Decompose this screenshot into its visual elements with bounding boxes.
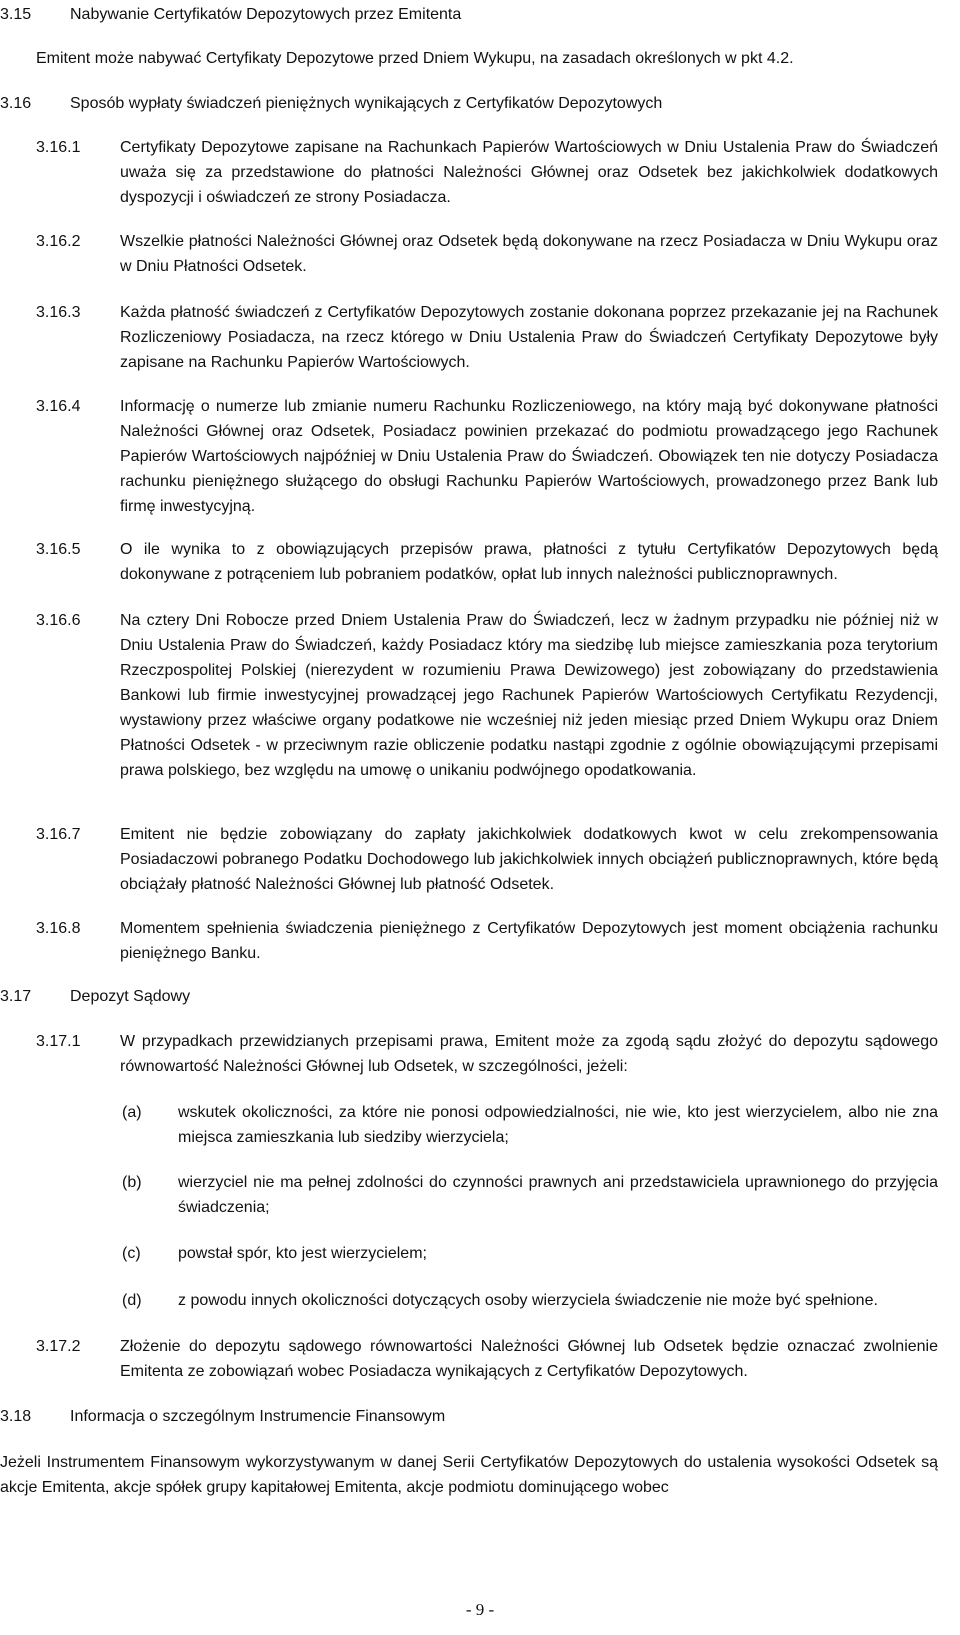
clause-number: 3.16.4 [36, 398, 81, 415]
clause-number: 3.16.6 [36, 612, 81, 629]
section-3-18-paragraph: Jeżeli Instrumentem Finansowym wykorzystywanym w danej Serii Certyfikatów Depozytowych do ustalenia wysokości Odsetek są akcje Emitenta, akcje spółek grupy kapitałowej Emitenta, akcje podmiotu dominującego wobec [0, 1454, 938, 1496]
section-title: Nabywanie Certyfikatów Depozytowych przez Emitenta [70, 6, 462, 23]
section-title: Depozyt Sądowy [70, 988, 191, 1005]
clause-3-16-2 [36, 229, 938, 279]
section-title: Sposób wypłaty świadczeń pieniężnych wynikających z Certyfikatów Depozytowych [70, 95, 663, 112]
item-text: wskutek okoliczności, za które nie ponosi odpowiedzialności, nie wie, kto jest wierzycielem, albo nie zna miejsca zamieszkania lub siedziby wierzyciela; [178, 1104, 938, 1146]
clause-number: 3.17.1 [36, 1033, 81, 1050]
section-number: 3.15 [0, 6, 32, 23]
page-number: - 9 - [465, 1600, 495, 1619]
section-title: Informacja o szczególnym Instrumencie Finansowym [70, 1408, 446, 1425]
clause-number: 3.16.2 [36, 233, 81, 250]
clause-text: Na cztery Dni Robocze przed Dniem Ustalenia Praw do Świadczeń, lecz w żadnym przypadku nie później niż w Dniu Ustalenia Praw do Świadczeń, każdy Posiadacz który ma siedzibę lub miejsce zamieszkania poza terytorium Rzeczpospolitej Polskiej (nierezydent w rozumieniu Prawa Dewizowego) jest zobowiązany do przedstawienia Bankowi lub firmie inwestycyjnej prowadzącej jego Rachunek Papierów Wartościowych Certyfikatu Rezydencji, wystawiony przez właściwe organy podatkowe nie wcześniej niż jeden miesiąc przed Dniem Wykupu oraz Dniem Płatności Odsetek - w przeciwnym razie obliczenie podatku nastąpi zgodnie z ogólnie obowiązującymi przepisami prawa polskiego, bez względu na umowę o unikaniu podwójnego opodatkowania. [120, 612, 938, 779]
item-letter: (b) [122, 1174, 142, 1191]
clause-number: 3.16.5 [36, 541, 81, 558]
clause-3-16-3 [36, 300, 938, 375]
clause-number: 3.16.1 [36, 139, 81, 156]
clause-3-16-6 [36, 608, 938, 783]
clause-text: Każda płatność świadczeń z Certyfikatów Depozytowych zostanie dokonana poprzez przekazanie jej na Rachunek Rozliczeniowy Posiadacza, na rzecz którego w Dniu Ustalenia Praw do Świadczeń Certyfikaty Depozytowe były zapisane na Rachunku Papierów Wartościowych. [120, 304, 938, 371]
clause-number: 3.16.8 [36, 920, 81, 937]
clause-text: Emitent nie będzie zobowiązany do zapłaty jakichkolwiek dodatkowych kwot w celu zrekompensowania Posiadaczowi pobranego Podatku Dochodowego lub jakichkolwiek innych obciążeń publicznoprawnych, które będą obciążały płatność Należności Głównej lub płatność Odsetek. [120, 826, 938, 893]
clause-text: Certyfikaty Depozytowe zapisane na Rachunkach Papierów Wartościowych w Dniu Ustalenia Praw do Świadczeń uważa się za przedstawione do płatności Należności Głównej oraz Odsetek bez jakichkolwiek dodatkowych dyspozycji i oświadczeń ze strony Posiadacza. [120, 139, 938, 206]
list-item-d [122, 1288, 938, 1313]
item-letter: (a) [122, 1104, 142, 1121]
section-3-15-paragraph: Emitent może nabywać Certyfikaty Depozytowe przed Dniem Wykupu, na zasadach określonych w pkt 4.2. [36, 50, 794, 67]
clause-number: 3.16.3 [36, 304, 81, 321]
clause-text: Momentem spełnienia świadczenia pieniężnego z Certyfikatów Depozytowych jest moment obciążenia rachunku pieniężnego Banku. [120, 920, 938, 962]
clause-3-16-4 [36, 394, 938, 519]
clause-number: 3.16.7 [36, 826, 81, 843]
item-text: wierzyciel nie ma pełnej zdolności do czynności prawnych ani przedstawiciela uprawnionego do przyjęcia świadczenia; [178, 1174, 938, 1216]
list-item-a [122, 1100, 938, 1150]
item-text: powstał spór, kto jest wierzycielem; [178, 1245, 427, 1262]
clause-3-16-1 [36, 135, 938, 210]
clause-text: Informację o numerze lub zmianie numeru Rachunku Rozliczeniowego, na który mają być dokonywane płatności Należności Głównej oraz Odsetek, Posiadacz powinien przekazać do podmiotu prowadzącego jego Rachunek Papierów Wartościowych najpóźniej w Dniu Ustalenia Praw do Świadczeń. Obowiązek ten nie dotyczy Posiadacza rachunku pieniężnego służącego do obsługi Rachunku Papierów Wartościowych, prowadzonego przez Bank lub firmę inwestycyjną. [120, 398, 938, 515]
clause-3-16-7 [36, 822, 938, 897]
clause-3-17-2 [36, 1334, 938, 1384]
clause-text: Wszelkie płatności Należności Głównej oraz Odsetek będą dokonywane na rzecz Posiadacza w Dniu Wykupu oraz w Dniu Płatności Odsetek. [120, 233, 938, 275]
clause-3-17-1 [36, 1029, 938, 1079]
item-text: z powodu innych okoliczności dotyczących osoby wierzyciela świadczenie nie może być spełnione. [178, 1292, 878, 1309]
clause-text: Złożenie do depozytu sądowego równowartości Należności Głównej lub Odsetek będzie oznaczać zwolnienie Emitenta ze zobowiązań wobec Posiadacza wynikających z Certyfikatów Depozytowych. [120, 1338, 938, 1380]
clause-text: O ile wynika to z obowiązujących przepisów prawa, płatności z tytułu Certyfikatów Depozytowych będą dokonywane z potrąceniem lub pobraniem podatków, opłat lub innych należności publicznoprawnych. [120, 541, 938, 583]
clause-number: 3.17.2 [36, 1338, 81, 1355]
section-number: 3.18 [0, 1408, 32, 1425]
item-letter: (c) [122, 1245, 141, 1262]
clause-3-16-5 [36, 537, 938, 587]
item-letter: (d) [122, 1292, 142, 1309]
list-item-b [122, 1170, 938, 1220]
clause-3-16-8 [36, 916, 938, 966]
section-number: 3.17 [0, 988, 32, 1005]
section-number: 3.16 [0, 95, 32, 112]
list-item-c [122, 1241, 938, 1266]
clause-text: W przypadkach przewidzianych przepisami prawa, Emitent może za zgodą sądu złożyć do depozytu sądowego równowartość Należności Głównej lub Odsetek, w szczególności, jeżeli: [120, 1033, 938, 1075]
